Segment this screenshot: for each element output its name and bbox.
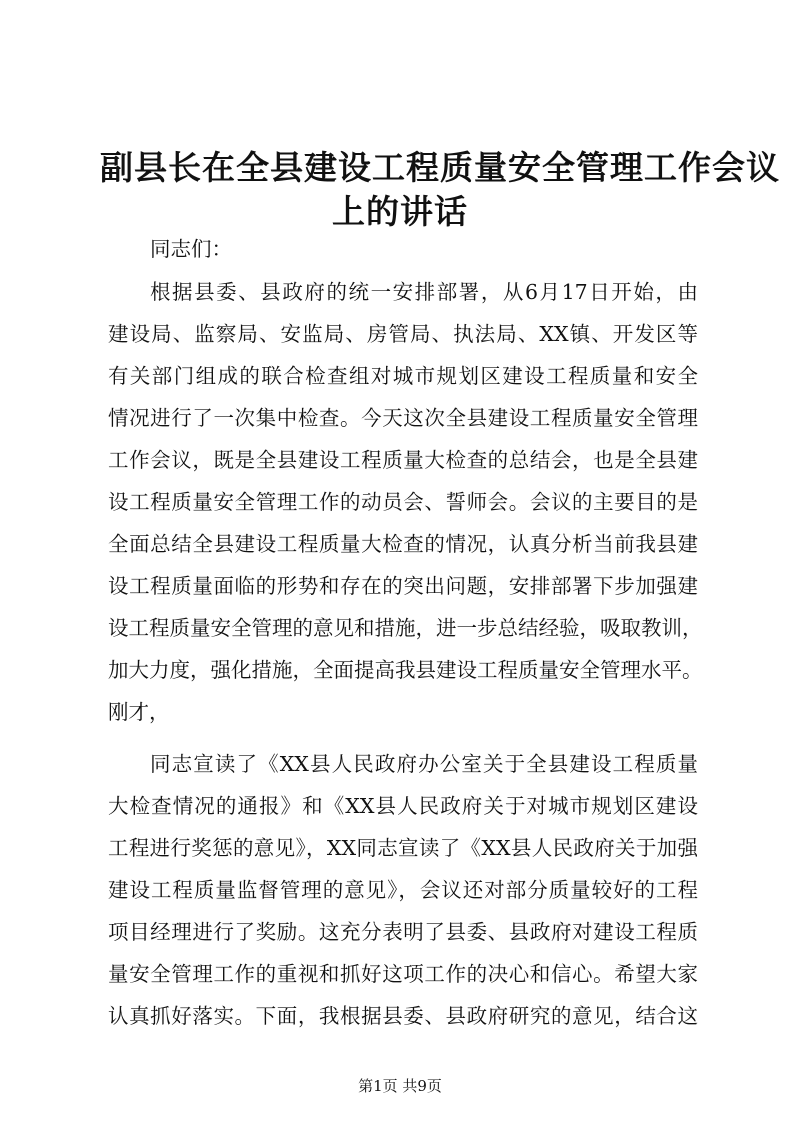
- paragraph-line: 情况进行了一次集中检查。今天这次全县建设工程质量安全管理: [108, 406, 698, 430]
- paragraph-line: 刚才，: [108, 700, 170, 724]
- paragraph-line: 项目经理进行了奖励。这充分表明了县委、县政府对建设工程质: [108, 920, 698, 944]
- paragraph-line: 设工程质量安全管理工作的动员会、誓师会。会议的主要目的是: [108, 490, 698, 514]
- paragraph-line: 根据县委、县政府的统一安排部署，从6月17日开始，由: [150, 280, 698, 304]
- paragraph-line: 大检查情况的通报》和《XX县人民政府关于对城市规划区建设: [108, 794, 698, 818]
- paragraph-line: 有关部门组成的联合检查组对城市规划区建设工程质量和安全: [108, 364, 698, 388]
- page-number-footer: 第1页 共9页: [358, 1077, 442, 1095]
- paragraph-line: 设工程质量安全管理的意见和措施，进一步总结经验，吸取教训，: [108, 616, 703, 640]
- paragraph-line: 加大力度，强化措施，全面提高我县建设工程质量安全管理水平。: [108, 658, 703, 682]
- paragraph-line: 设工程质量面临的形势和存在的突出问题，安排部署下步加强建: [108, 574, 698, 598]
- paragraph-line: 建设工程质量监督管理的意见》，会议还对部分质量较好的工程: [108, 878, 698, 902]
- paragraph-line: 工作会议，既是全县建设工程质量大检查的总结会，也是全县建: [108, 448, 698, 472]
- paragraph-line: 量安全管理工作的重视和抓好这项工作的决心和信心。希望大家: [108, 962, 698, 986]
- salutation: 同志们：: [150, 237, 232, 261]
- document-title-line-2: 上的讲话: [332, 192, 468, 231]
- paragraph-line: 同志宣读了《XX县人民政府办公室关于全县建设工程质量: [150, 752, 698, 776]
- paragraph-line: 建设局、监察局、安监局、房管局、执法局、XX镇、开发区等: [108, 322, 698, 346]
- paragraph-line: 工程进行奖惩的意见》，XX同志宣读了《XX县人民政府关于加强: [108, 836, 698, 860]
- paragraph-line: 认真抓好落实。下面，我根据县委、县政府研究的意见，结合这: [108, 1004, 698, 1028]
- paragraph-line: 全面总结全县建设工程质量大检查的情况，认真分析当前我县建: [108, 532, 698, 556]
- document-title-line-1: 副县长在全县建设工程质量安全管理工作会议: [100, 148, 780, 187]
